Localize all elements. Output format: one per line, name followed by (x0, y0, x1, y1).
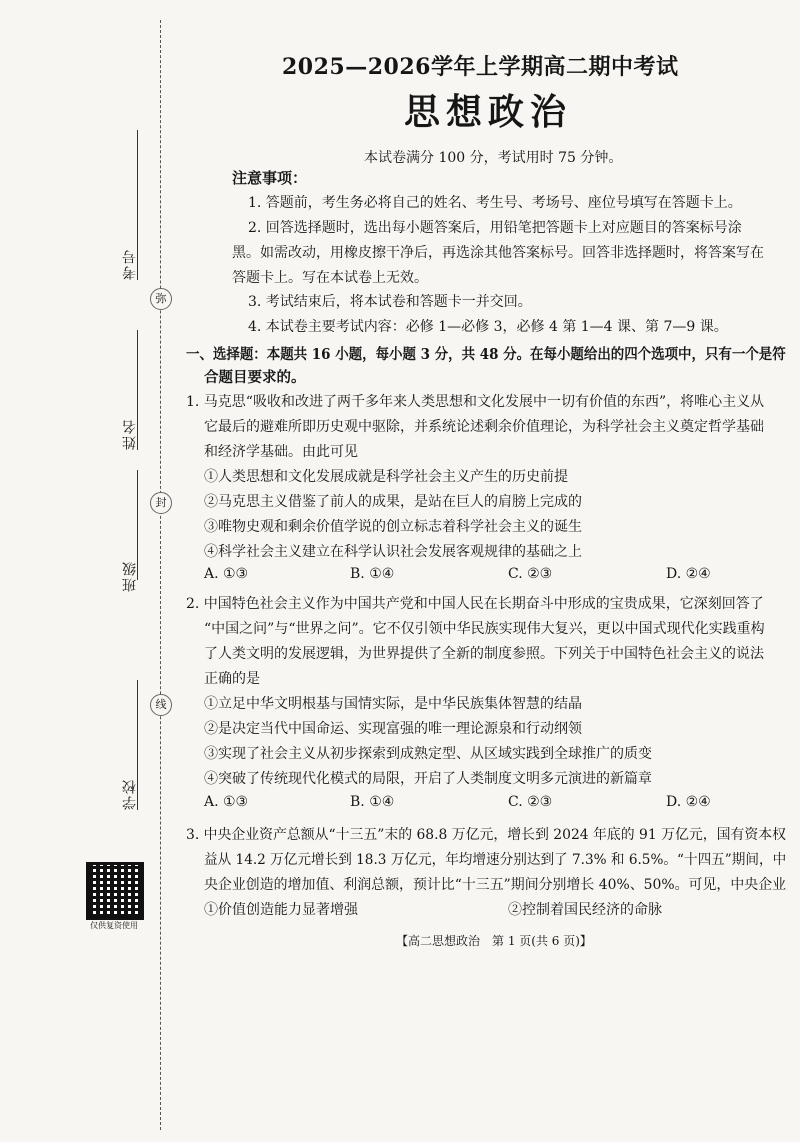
notice-item-3: 3. 考试结束后，将本试卷和答题卡一并交回。 (248, 294, 532, 310)
q2-choice-c: C. ②③ (508, 794, 553, 810)
q1-statement-3: ③唯物史观和剩余价值学说的创立标志着科学社会主义的诞生 (204, 519, 582, 535)
binding-dashed-line (160, 20, 161, 1130)
q3-stem-line-1: 3. 中央企业资产总额从“十三五”末的 68.8 万亿元，增长到 2024 年底的 91 万亿元，国有资本权 (186, 827, 786, 843)
q1-choice-b: B. ①④ (350, 566, 395, 582)
notice-item-4: 4. 本试卷主要考试内容：必修 1—必修 3，必修 4 第 1—4 课、第 7—9 课。 (248, 319, 728, 335)
seal-char-feng: 封 (150, 492, 172, 514)
q1-statement-1: ①人类思想和文化发展成就是科学社会主义产生的历史前提 (204, 469, 568, 485)
q1-statement-2: ②马克思主义借鉴了前人的成果，是站在巨人的肩膀上完成的 (204, 494, 582, 510)
notice-item-2-line-1: 2. 回答选择题时，选出每小题答案后，用铅笔把答题卡上对应题目的答案标号涂 (248, 220, 742, 236)
q3-statement-2: ②控制着国民经济的命脉 (508, 902, 662, 918)
q1-stem-line-2: 它最后的避难所即历史观中驱除，并系统论述剩余价值理论，为科学社会主义奠定哲学基础 (204, 419, 764, 435)
q1-stem-line-3: 和经济学基础。由此可见 (204, 444, 358, 460)
q1-statement-4: ④科学社会主义建立在科学认识社会发展客观规律的基础之上 (204, 544, 582, 560)
q2-choice-d: D. ②④ (666, 794, 711, 810)
q2-statement-4: ④突破了传统现代化模式的局限，开启了人类制度文明多元演进的新篇章 (204, 771, 652, 787)
section-heading-cont: 合题目要求的。 (204, 369, 306, 386)
score-info: 本试卷满分 100 分，考试用时 75 分钟。 (364, 150, 623, 166)
q1-choice-a: A. ①③ (204, 566, 249, 582)
exam-title: 2025—2026学年上学期高二期中考试 (282, 54, 679, 80)
q2-stem-line-4: 正确的是 (204, 671, 260, 687)
q1-stem-line-1: 1. 马克思“吸收和改进了两千多年来人类思想和文化发展中一切有价值的东西”，将唯心主义从 (186, 394, 765, 410)
q3-statement-1: ①价值创造能力显著增强 (204, 902, 358, 918)
field-name-label: 姓名 (122, 418, 138, 450)
field-exam-number-label: 考号 (122, 248, 138, 280)
section-heading: 一、选择题：本题共 16 小题，每小题 3 分，共 48 分。在每小题给出的四个选项中，只有一个是符 (186, 346, 786, 363)
notice-item-2-line-3: 答题卡上。写在本试卷上无效。 (232, 270, 428, 286)
notice-item-2-line-2: 黑。如需改动，用橡皮擦干净后，再选涂其他答案标号。回答非选择题时，将答案写在 (232, 245, 764, 261)
field-class-line (137, 470, 138, 580)
field-school-line (137, 680, 138, 810)
qr-code-image (86, 862, 144, 920)
q3-stem-line-3: 央企业创造的增加值、利润总额，预计比“十三五”期间分别增长 40%、50%。可见，中央企业 (204, 877, 787, 893)
page-footer: 【高二思想政治 第 1 页(共 6 页)】 (396, 934, 592, 948)
q3-stem-line-2: 益从 14.2 万亿元增长到 18.3 万亿元，年均增速分别达到了 7.3% 和 6.5%。“十四五”期间，中 (204, 852, 787, 868)
q2-statement-3: ③实现了社会主义从初步探索到成熟定型、从区域实践到全球推广的质变 (204, 746, 652, 762)
qr-label: 仅供复资使用 (90, 921, 138, 930)
q1-choice-c: C. ②③ (508, 566, 553, 582)
q2-statement-1: ①立足中华文明根基与国情实际，是中华民族集体智慧的结晶 (204, 696, 582, 712)
q2-stem-line-3: 了人类文明的发展逻辑，为世界提供了全新的制度参照。下列关于中国特色社会主义的说法 (204, 646, 764, 662)
q1-choice-d: D. ②④ (666, 566, 711, 582)
q2-choice-b: B. ①④ (350, 794, 395, 810)
seal-char-xian: 线 (150, 694, 172, 716)
field-name-line (137, 330, 138, 450)
subject-title: 思想政治 (404, 91, 573, 133)
q2-stem-line-1: 2. 中国特色社会主义作为中国共产党和中国人民在长期奋斗中形成的宝贵成果，它深刻回答了 (186, 596, 764, 612)
field-class-label: 班级 (122, 560, 138, 592)
q2-statement-2: ②是决定当代中国命运、实现富强的唯一理论源泉和行动纲领 (204, 721, 582, 737)
notice-title: 注意事项： (232, 169, 308, 187)
seal-char-mi: 弥 (150, 288, 172, 310)
q2-choice-a: A. ①③ (204, 794, 249, 810)
field-school-label: 学校 (122, 778, 138, 810)
q2-stem-line-2: “中国之问”与“世界之问”。它不仅引领中华民族实现伟大复兴，更以中国式现代化实践重构 (204, 621, 765, 637)
field-exam-number-line (137, 130, 138, 280)
notice-item-1: 1. 答题前，考生务必将自己的姓名、考生号、考场号、座位号填写在答题卡上。 (248, 195, 742, 211)
